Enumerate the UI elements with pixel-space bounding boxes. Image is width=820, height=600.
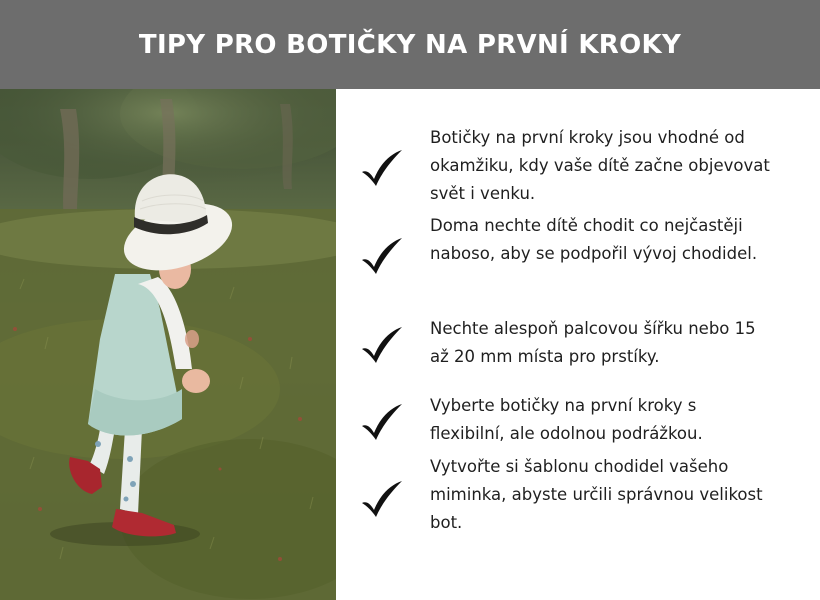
check-icon [360, 402, 404, 442]
tip-text: Botičky na první kroky jsou vhodné od okamžiku, kdy vaše dítě začne objevovat svět i venku. [430, 128, 770, 203]
tip-text: Vyberte botičky na první kroky s flexibilní, ale odolnou podrážkou. [430, 396, 703, 443]
check-icon [360, 236, 404, 276]
tip-text: Doma nechte dítě chodit co nejčastěji naboso, aby se podpořil vývoj chodidel. [430, 216, 758, 263]
check-icon [360, 479, 404, 519]
page-title: TIPY PRO BOTIČKY NA PRVNÍ KROKY [138, 29, 682, 60]
toddler-photo [0, 89, 336, 600]
check-icon [360, 148, 404, 188]
tip-text: Vytvořte si šablonu chodidel vašeho miminka, abyste určili správnou velikost bot. [430, 457, 763, 532]
tip-text: Nechte alespoň palcovou šířku nebo 15 až 20 mm místa pro prstíky. [430, 319, 756, 366]
header-bar [0, 0, 820, 89]
check-icon [360, 325, 404, 365]
tips-list [336, 89, 820, 600]
